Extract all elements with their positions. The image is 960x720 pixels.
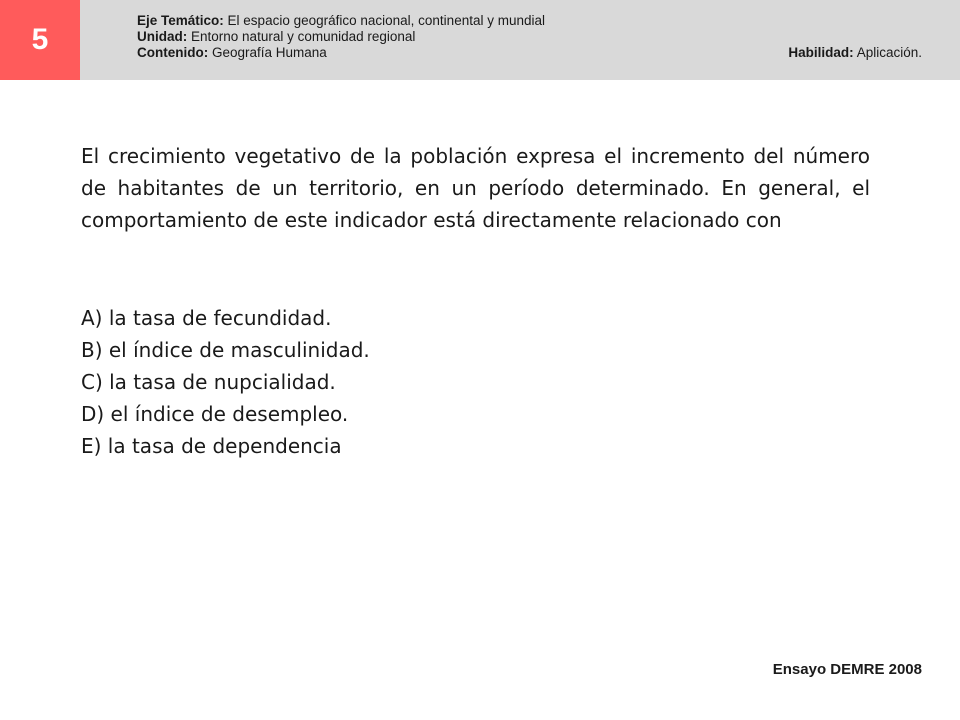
habilidad-value: Aplicación. <box>856 45 922 60</box>
question-metadata <box>137 13 922 61</box>
eje-tematico-line <box>137 13 922 29</box>
source-label: Ensayo DEMRE 2008 <box>772 661 922 678</box>
habilidad <box>788 45 922 61</box>
contenido-label: Contenido: <box>137 45 209 60</box>
eje-tematico-label: Eje Temático: <box>137 13 224 28</box>
unidad-value: Entorno natural y comunidad regional <box>191 29 416 44</box>
option-a[interactable]: A) la tasa de fecundidad. <box>81 306 332 330</box>
unidad-line <box>137 29 922 45</box>
option-e[interactable]: E) la tasa de dependencia <box>81 434 342 458</box>
unidad-label: Unidad: <box>137 29 188 44</box>
option-d[interactable]: D) el índice de desempleo. <box>81 402 349 426</box>
unidad <box>137 29 415 45</box>
contenido-value: Geografía Humana <box>212 45 327 60</box>
option-b[interactable]: B) el índice de masculinidad. <box>81 338 370 362</box>
eje-tematico <box>137 13 545 29</box>
question-text: El crecimiento vegetativo de la población expresa el incremento del número de habitantes de un territorio, en un período determinado. En general, el comportamiento de este indicador está directamente relacionado con <box>81 144 870 232</box>
contenido-line <box>137 45 922 61</box>
option-c[interactable]: C) la tasa de nupcialidad. <box>81 370 336 394</box>
question-number: 5 <box>31 23 49 56</box>
question-number-badge <box>0 0 80 80</box>
habilidad-label: Habilidad: <box>788 45 854 60</box>
answer-options <box>81 302 870 462</box>
eje-tematico-value: El espacio geográfico nacional, continental y mundial <box>227 13 545 28</box>
contenido <box>137 45 327 61</box>
